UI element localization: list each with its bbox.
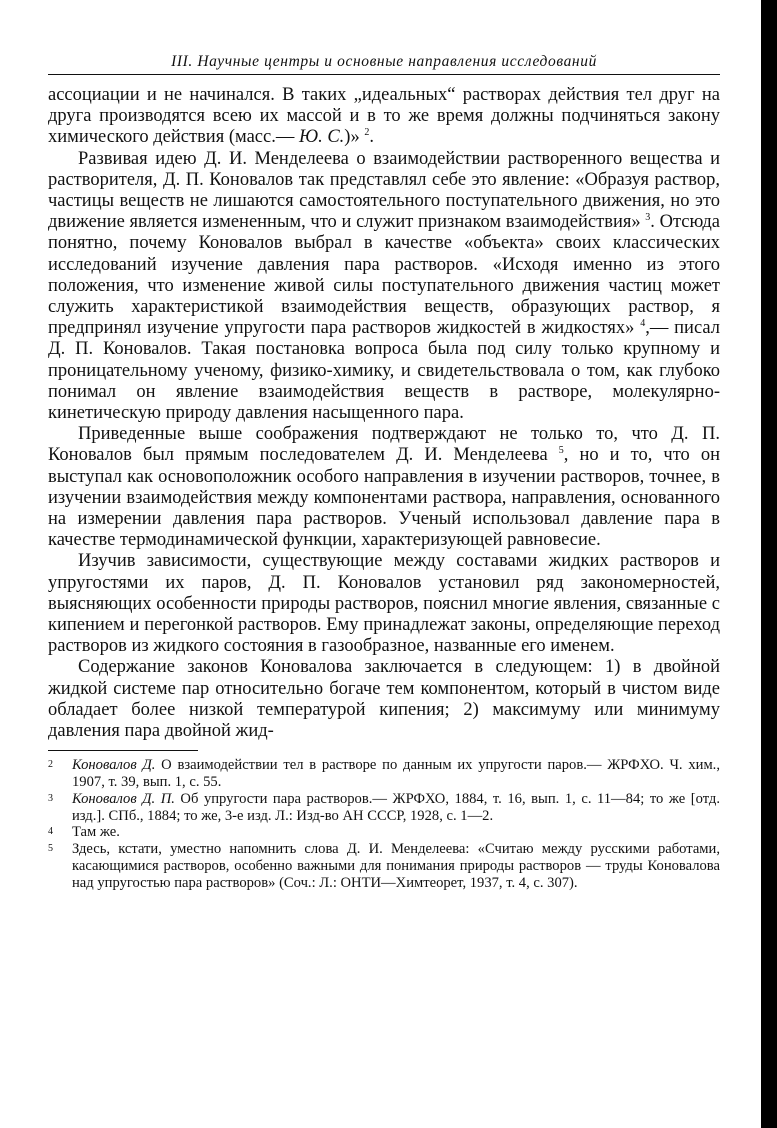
footnotes: [48, 757, 720, 891]
footnote-ref[interactable]: 2: [364, 127, 370, 139]
footnote-ref[interactable]: 4: [640, 318, 646, 330]
footnote-3: [48, 791, 720, 825]
paragraph-2: [48, 149, 720, 425]
paragraph-text: )»: [344, 127, 365, 148]
footnote-author: Коновалов Д.: [72, 757, 156, 774]
footnote-4: [48, 824, 720, 841]
paragraph-text: Приведенные выше соображения подтверждают не только то, что Д. П. Коновалов был прямым последователем Д. И. Менделеева: [48, 424, 720, 466]
footnote-author: Коновалов Д. П.: [72, 790, 175, 807]
paragraph-text: Развивая идею Д. И. Менделеева о взаимодействии растворенного вещества и растворителя, Д. П. Коновалов так представлял себе это явление: «Образуя раствор, частицы веществ не лишаются самостоятельного поступательного движения, но это движение является измененным, что и служит признаком взаимодействия»: [48, 148, 720, 233]
footnote-text: О взаимодействии тел в растворе по данным их упругости паров.— ЖРФХО. Ч. хим., 1907, т. 39, вып. 1, с. 55.: [72, 757, 720, 791]
paragraph-4: [48, 551, 720, 657]
paragraph-text: . Отсюда понятно, почему Коновалов выбрал в качестве «объекта» своих классических исследований изучение давления пара растворов. «Исходя именно из этого положения, что изменение живой силы поступательного движения частиц может служить характеристикой взаимодействия веществ, образующих раствор, я предпринял изучение упругости пара растворов жидкостей в жидкостях»: [48, 212, 720, 339]
footnote-2: [48, 757, 720, 791]
footnote-ref[interactable]: 3: [645, 212, 651, 224]
footnote-text: Там же.: [72, 824, 120, 841]
footnote-number: 2: [48, 759, 53, 771]
paragraph-text: ,— писал Д. П. Коновалов. Такая постановка вопроса была под силу только крупному и проницательному ученому, физико-химику, и свидетельствовала о том, как глубоко понимал он явление взаимодействия веществ в растворе, молекулярно-кинетическую природу давления насыщенного пара.: [48, 318, 720, 424]
paragraph-text: Изучив зависимости, существующие между составами жидких растворов и упругостями их паров, Д. П. Коновалов установил ряд закономерностей, выясняющих особенности природы растворов, пояснил многие явления, связанные с кипением и перегонкой растворов. Ему принадлежат законы, определяющие переход растворов из жидкого состояния в газообразное, названные его именем.: [48, 551, 720, 657]
running-head: III. Научные центры и основные направления исследований: [48, 52, 720, 75]
book-page: [48, 52, 720, 892]
footnote-number: 3: [48, 792, 53, 804]
footnote-text: Об упругости пара растворов.— ЖРФХО, 1884, т. 16, вып. 1, с. 11—84; то же [отд. изд.]. СПб., 1884; то же, 3-е изд. Л.: Изд-во АН СССР, 1928, с. 1—2.: [72, 790, 720, 824]
editor-initials: Ю. С.: [298, 127, 345, 148]
footnote-5: [48, 841, 720, 891]
paragraph-text: , но и то, что он выступал как основоположник особого направления в изучении растворов, точнее, в изучении взаимодействия между компонентами раствора, направления, основанного на измерении давления пара растворов. Ученый использовал давление пара в качестве термодинамической функции, характеризующей равновесие.: [48, 445, 721, 551]
paragraph-1: [48, 85, 720, 149]
paragraph-3: [48, 424, 720, 551]
footnote-text: Здесь, кстати, уместно напомнить слова Д. И. Менделеева: «Считаю между русскими работами, касающимися растворов, особенно важными для понимания природы растворов — труды Коновалова над упругостью пара растворов» (Соч.: Л.: ОНТИ—Химтеорет, 1937, т. 4, с. 307).: [72, 841, 720, 891]
scan-edge: [761, 0, 777, 1128]
body-text: [48, 85, 720, 742]
footnote-number: 5: [48, 843, 53, 855]
footnote-ref[interactable]: 5: [558, 445, 564, 457]
paragraph-text: ассоциации и не начинался. В таких „идеальных“ растворах действия тел друг на друга производятся всею их массой и в то же время должны подчиняться закону химического действия (масс.—: [48, 85, 720, 148]
footnote-divider: [48, 750, 198, 751]
footnote-number: 4: [48, 826, 53, 838]
paragraph-text: .: [369, 127, 374, 148]
paragraph-5: [48, 657, 720, 742]
paragraph-text: Содержание законов Коновалова заключается в следующем: 1) в двойной жидкой системе пар относительно богаче тем компонентом, который в чистом виде обладает более низкой температурой кипения; 2) максимуму или минимуму давления пара двойной жид-: [48, 657, 720, 742]
